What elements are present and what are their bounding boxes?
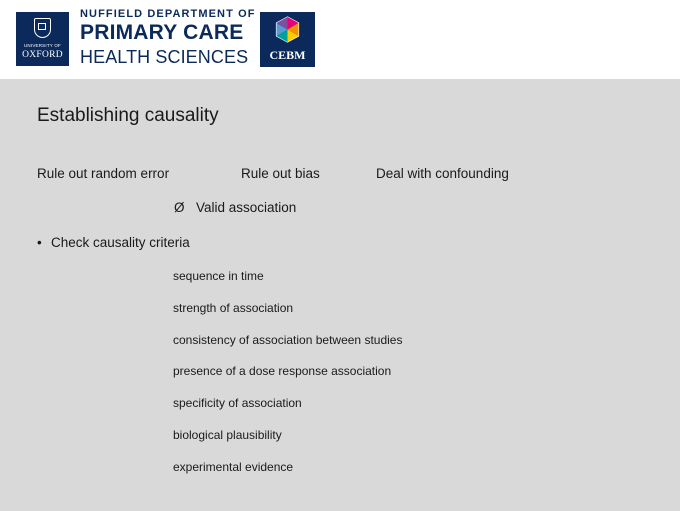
- criteria-item: biological plausibility: [173, 428, 282, 442]
- department-line-3: HEALTH SCIENCES: [80, 47, 249, 67]
- criteria-item: experimental evidence: [173, 460, 294, 474]
- crest-icon: [34, 18, 51, 38]
- rule-bias: Rule out bias: [241, 166, 320, 181]
- oxford-logo-small-text: UNIVERSITY OF: [23, 43, 62, 48]
- rule-confounding: Deal with confounding: [376, 166, 509, 181]
- rule-random-error: Rule out random error: [37, 166, 170, 181]
- oxford-logo: [16, 12, 69, 66]
- criteria-item: specificity of association: [173, 396, 302, 410]
- valid-association-text: Valid association: [196, 200, 297, 215]
- department-line-1: NUFFIELD DEPARTMENT OF: [80, 8, 256, 20]
- cebm-hexagon-icon: [275, 16, 300, 43]
- arrow-bullet-icon: Ø: [174, 200, 185, 215]
- criteria-item: consistency of association between studies: [173, 333, 403, 347]
- cebm-logo-text: CEBM: [269, 48, 306, 62]
- check-criteria-bullet: [37, 235, 190, 250]
- department-line-2: PRIMARY CARE: [80, 21, 244, 44]
- bullet-icon: •: [37, 235, 42, 250]
- criteria-item: strength of association: [173, 301, 294, 315]
- criteria-item: sequence in time: [173, 269, 264, 283]
- slide-title: Establishing causality: [37, 105, 219, 126]
- slide-content: [0, 79, 680, 511]
- header: [0, 0, 680, 79]
- oxford-logo-text: OXFORD: [22, 50, 63, 60]
- criteria-item: presence of a dose response association: [173, 364, 392, 378]
- check-criteria-text: Check causality criteria: [51, 235, 190, 250]
- valid-association-line: [174, 200, 296, 215]
- cebm-logo: [260, 12, 315, 67]
